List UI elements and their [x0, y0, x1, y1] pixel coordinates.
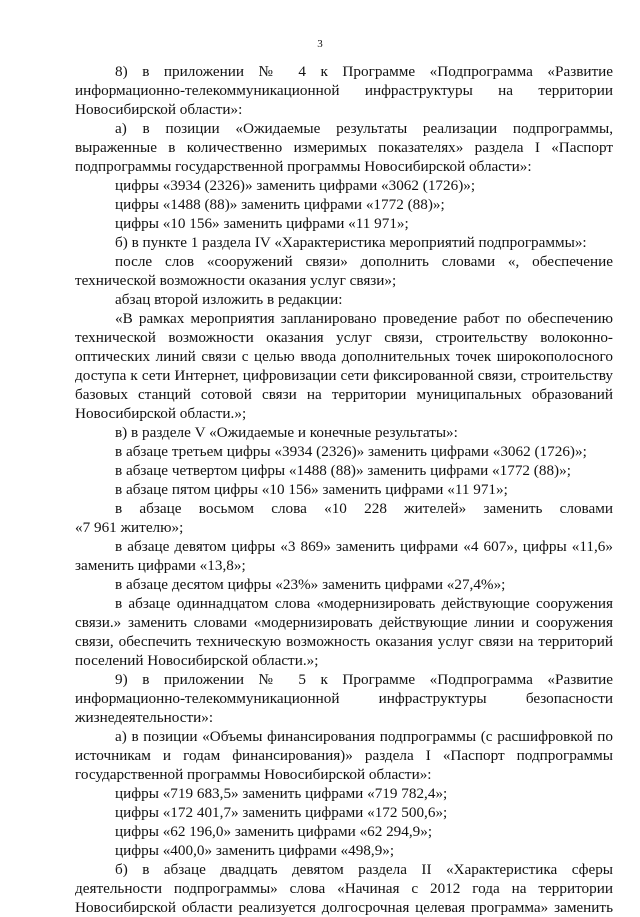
text-line: технической возможности оказания услуг связи»; — [75, 272, 397, 289]
text-line: связи, обеспечить техническую возможность оказания услуг связи на территорий — [75, 633, 613, 650]
text-line: информационно-телекоммуникационной инфраструктуры на территории — [75, 82, 613, 99]
text-line: в) в разделе V «Ожидаемые и конечные результаты»: — [115, 424, 458, 441]
text-line: поселений Новосибирской области.»; — [75, 652, 319, 669]
text-line: в абзаце пятом цифры «10 156» заменить цифрами «11 971»; — [115, 481, 508, 498]
text-line: в абзаце десятом цифры «23%» заменить цифрами «27,4%»; — [115, 576, 506, 593]
text-line: Новосибирской области реализуется долгосрочная целевая программа» заменить — [75, 899, 613, 916]
text-line: после слов «сооружений связи» дополнить словами «, обеспечение — [115, 253, 613, 270]
text-line: Новосибирской области»: — [75, 101, 243, 118]
text-line: цифры «172 401,7» заменить цифрами «172 500,6»; — [115, 804, 448, 821]
page-number: 3 — [317, 38, 323, 50]
text-line: в абзаце девятом цифры «3 869» заменить цифрами «4 607», цифры «11,6» — [115, 538, 613, 555]
text-line: 8) в приложении № 4 к Программе «Подпрограмма «Развитие — [115, 63, 613, 80]
text-line: подпрограммы государственной программы Новосибирской области»: — [75, 158, 532, 175]
text-line: «7 961 жителю»; — [75, 519, 184, 536]
text-line: цифры «400,0» заменить цифрами «498,9»; — [115, 842, 395, 859]
text-line: базовых станций сотовой связи на территории муниципальных образований — [75, 386, 613, 403]
text-line: 9) в приложении № 5 к Программе «Подпрограмма «Развитие — [115, 671, 613, 688]
text-line: связи.» заменить словами «модернизировать действующие линии и сооружения — [75, 614, 613, 631]
text-line: в абзаце третьем цифры «3934 (2326)» заменить цифрами «3062 (1726)»; — [115, 443, 587, 460]
text-line: в абзаце одиннадцатом слова «модернизировать действующие сооружения — [115, 595, 613, 612]
text-line: в абзаце восьмом слова «10 228 жителей» заменить словами — [115, 500, 613, 517]
text-line: абзац второй изложить в редакции: — [115, 291, 343, 308]
text-line: цифры «3934 (2326)» заменить цифрами «3062 (1726)»; — [115, 177, 476, 194]
text-line: государственной программы Новосибирской области»: — [75, 766, 432, 783]
text-line: а) в позиции «Ожидаемые результаты реализации подпрограммы, — [115, 120, 613, 137]
text-line: а) в позиции «Объемы финансирования подпрограммы (с расшифровкой по — [115, 728, 613, 745]
text-line: оптических линий связи с целью ввода дополнительных точек широкополосного — [75, 348, 613, 365]
text-line: в абзаце четвертом цифры «1488 (88)» заменить цифрами «1772 (88)»; — [115, 462, 571, 479]
text-line: б) в пункте 1 раздела IV «Характеристика мероприятий подпрограммы»: — [115, 234, 587, 251]
text-line: информационно-телекоммуникационной инфраструктуры безопасности — [75, 690, 613, 707]
text-line: цифры «719 683,5» заменить цифрами «719 782,4»; — [115, 785, 448, 802]
text-line: б) в абзаце двадцать девятом раздела II «Характеристика сферы — [115, 861, 613, 878]
text-line: жизнедеятельности»: — [75, 709, 214, 726]
text-line: цифры «1488 (88)» заменить цифрами «1772 (88)»; — [115, 196, 445, 213]
text-line: деятельности подпрограммы» слова «Начиная с 2012 года на территории — [75, 880, 613, 897]
text-line: доступа к сети Интернет, цифровизации сети фиксированной связи, строительству — [75, 367, 613, 384]
text-line: цифры «10 156» заменить цифрами «11 971»; — [115, 215, 409, 232]
text-line: «В рамках мероприятия запланировано проведение работ по обеспечению — [115, 310, 613, 327]
text-line: источникам и годам финансирования)» раздела I «Паспорт подпрограммы — [75, 747, 613, 764]
text-line: выраженные в количественно измеримых показателях» раздела I «Паспорт — [75, 139, 613, 156]
text-line: заменить цифрами «13,8»; — [75, 557, 246, 574]
text-line: Новосибирской области.»; — [75, 405, 247, 422]
document-body — [75, 62, 613, 917]
text-line: цифры «62 196,0» заменить цифрами «62 294,9»; — [115, 823, 433, 840]
text-line: технической возможности оказания услуг связи, строительству волоконно- — [75, 329, 613, 346]
